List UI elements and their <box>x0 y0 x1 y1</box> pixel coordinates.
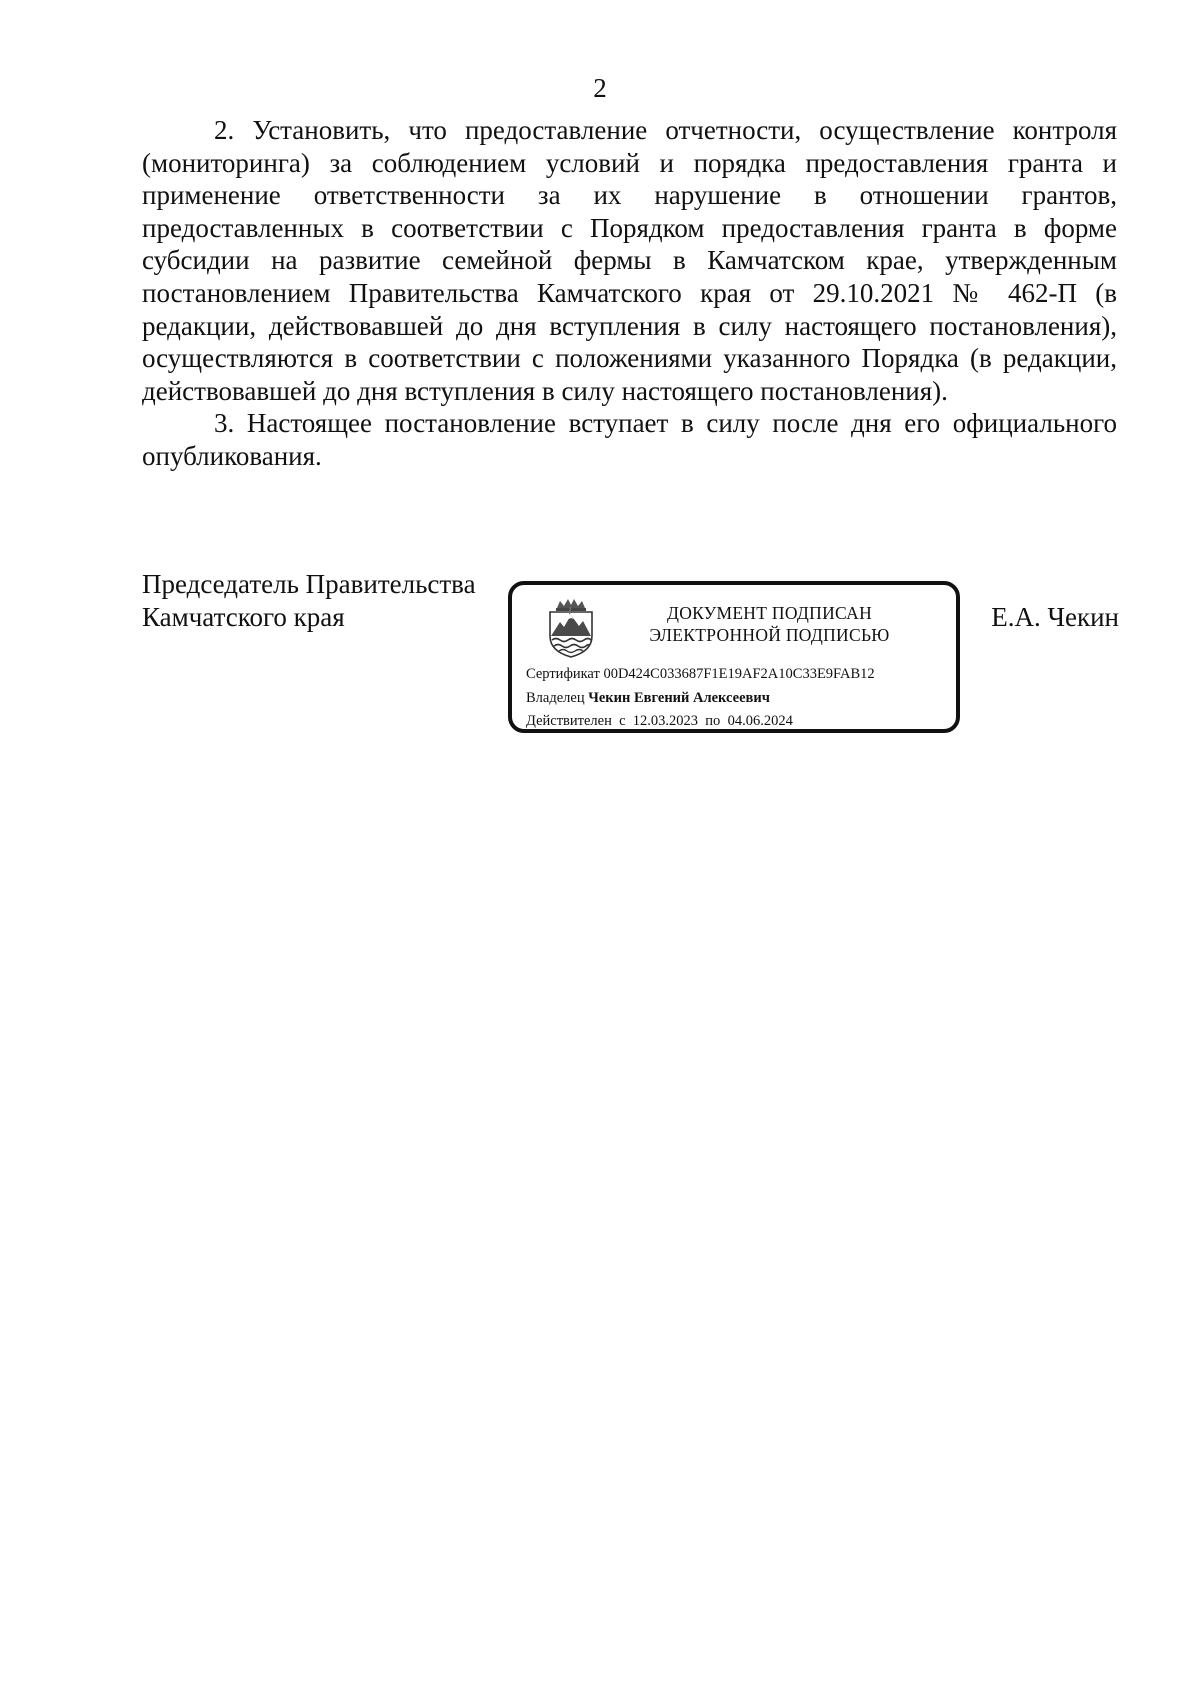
kamchatka-coat-of-arms-icon <box>544 598 598 658</box>
document-body <box>142 114 1117 473</box>
stamp-certificate-line <box>526 663 875 687</box>
stamp-header-line-2: ЭЛЕКТРОННОЙ ПОДПИСЬЮ <box>649 625 890 645</box>
certificate-value: 00D424C033687F1E19AF2A10C33E9FAB12 <box>603 666 875 682</box>
signer-title <box>142 568 476 634</box>
signer-title-line-2: Камчатского края <box>142 602 345 632</box>
stamp-owner-line <box>526 687 875 711</box>
stamp-details <box>526 663 875 734</box>
paragraph-2: 2. Установить, что предоставление отчетности, осуществление контроля (мониторинга) за соблюдением условий и порядка предоставления гранта и применение ответственности за их нарушение в отношении грантов, предоставленных в соответствии с Порядком предоставления гранта в форме субсидии на развитие семейной фермы в Камчатском крае, утвержденным постановлением Правительства Камчатского края от 29.10.2021 № 462-П (в редакции, действовавшей до дня вступления в силу настоящего постановления), осуществляются в соответствии с положениями указанного Порядка (в редакции, действовавшей до дня вступления в силу настоящего постановления). <box>142 115 1117 406</box>
stamp-header <box>622 602 917 646</box>
paragraph-3: 3. Настоящее постановление вступает в силу после дня его официального опубликования. <box>142 408 1117 471</box>
signer-name: Е.А. Чекин <box>991 602 1119 632</box>
stamp-validity-line <box>526 710 875 734</box>
valid-to-label: по <box>705 713 721 729</box>
valid-from-label: с <box>619 713 626 729</box>
valid-label: Действителен <box>526 713 612 729</box>
stamp-header-line-1: ДОКУМЕНТ ПОДПИСАН <box>666 603 873 623</box>
owner-label: Владелец <box>526 689 585 706</box>
signer-title-line-1: Председатель Правительства <box>142 569 476 599</box>
valid-from-date: 12.03.2023 <box>632 713 699 729</box>
owner-value: Чекин Евгений Алексеевич <box>588 689 770 706</box>
electronic-signature-stamp <box>508 581 960 733</box>
valid-to-date: 04.06.2024 <box>727 713 793 729</box>
page-number: 2 <box>593 73 607 103</box>
certificate-label: Сертификат <box>526 666 600 682</box>
